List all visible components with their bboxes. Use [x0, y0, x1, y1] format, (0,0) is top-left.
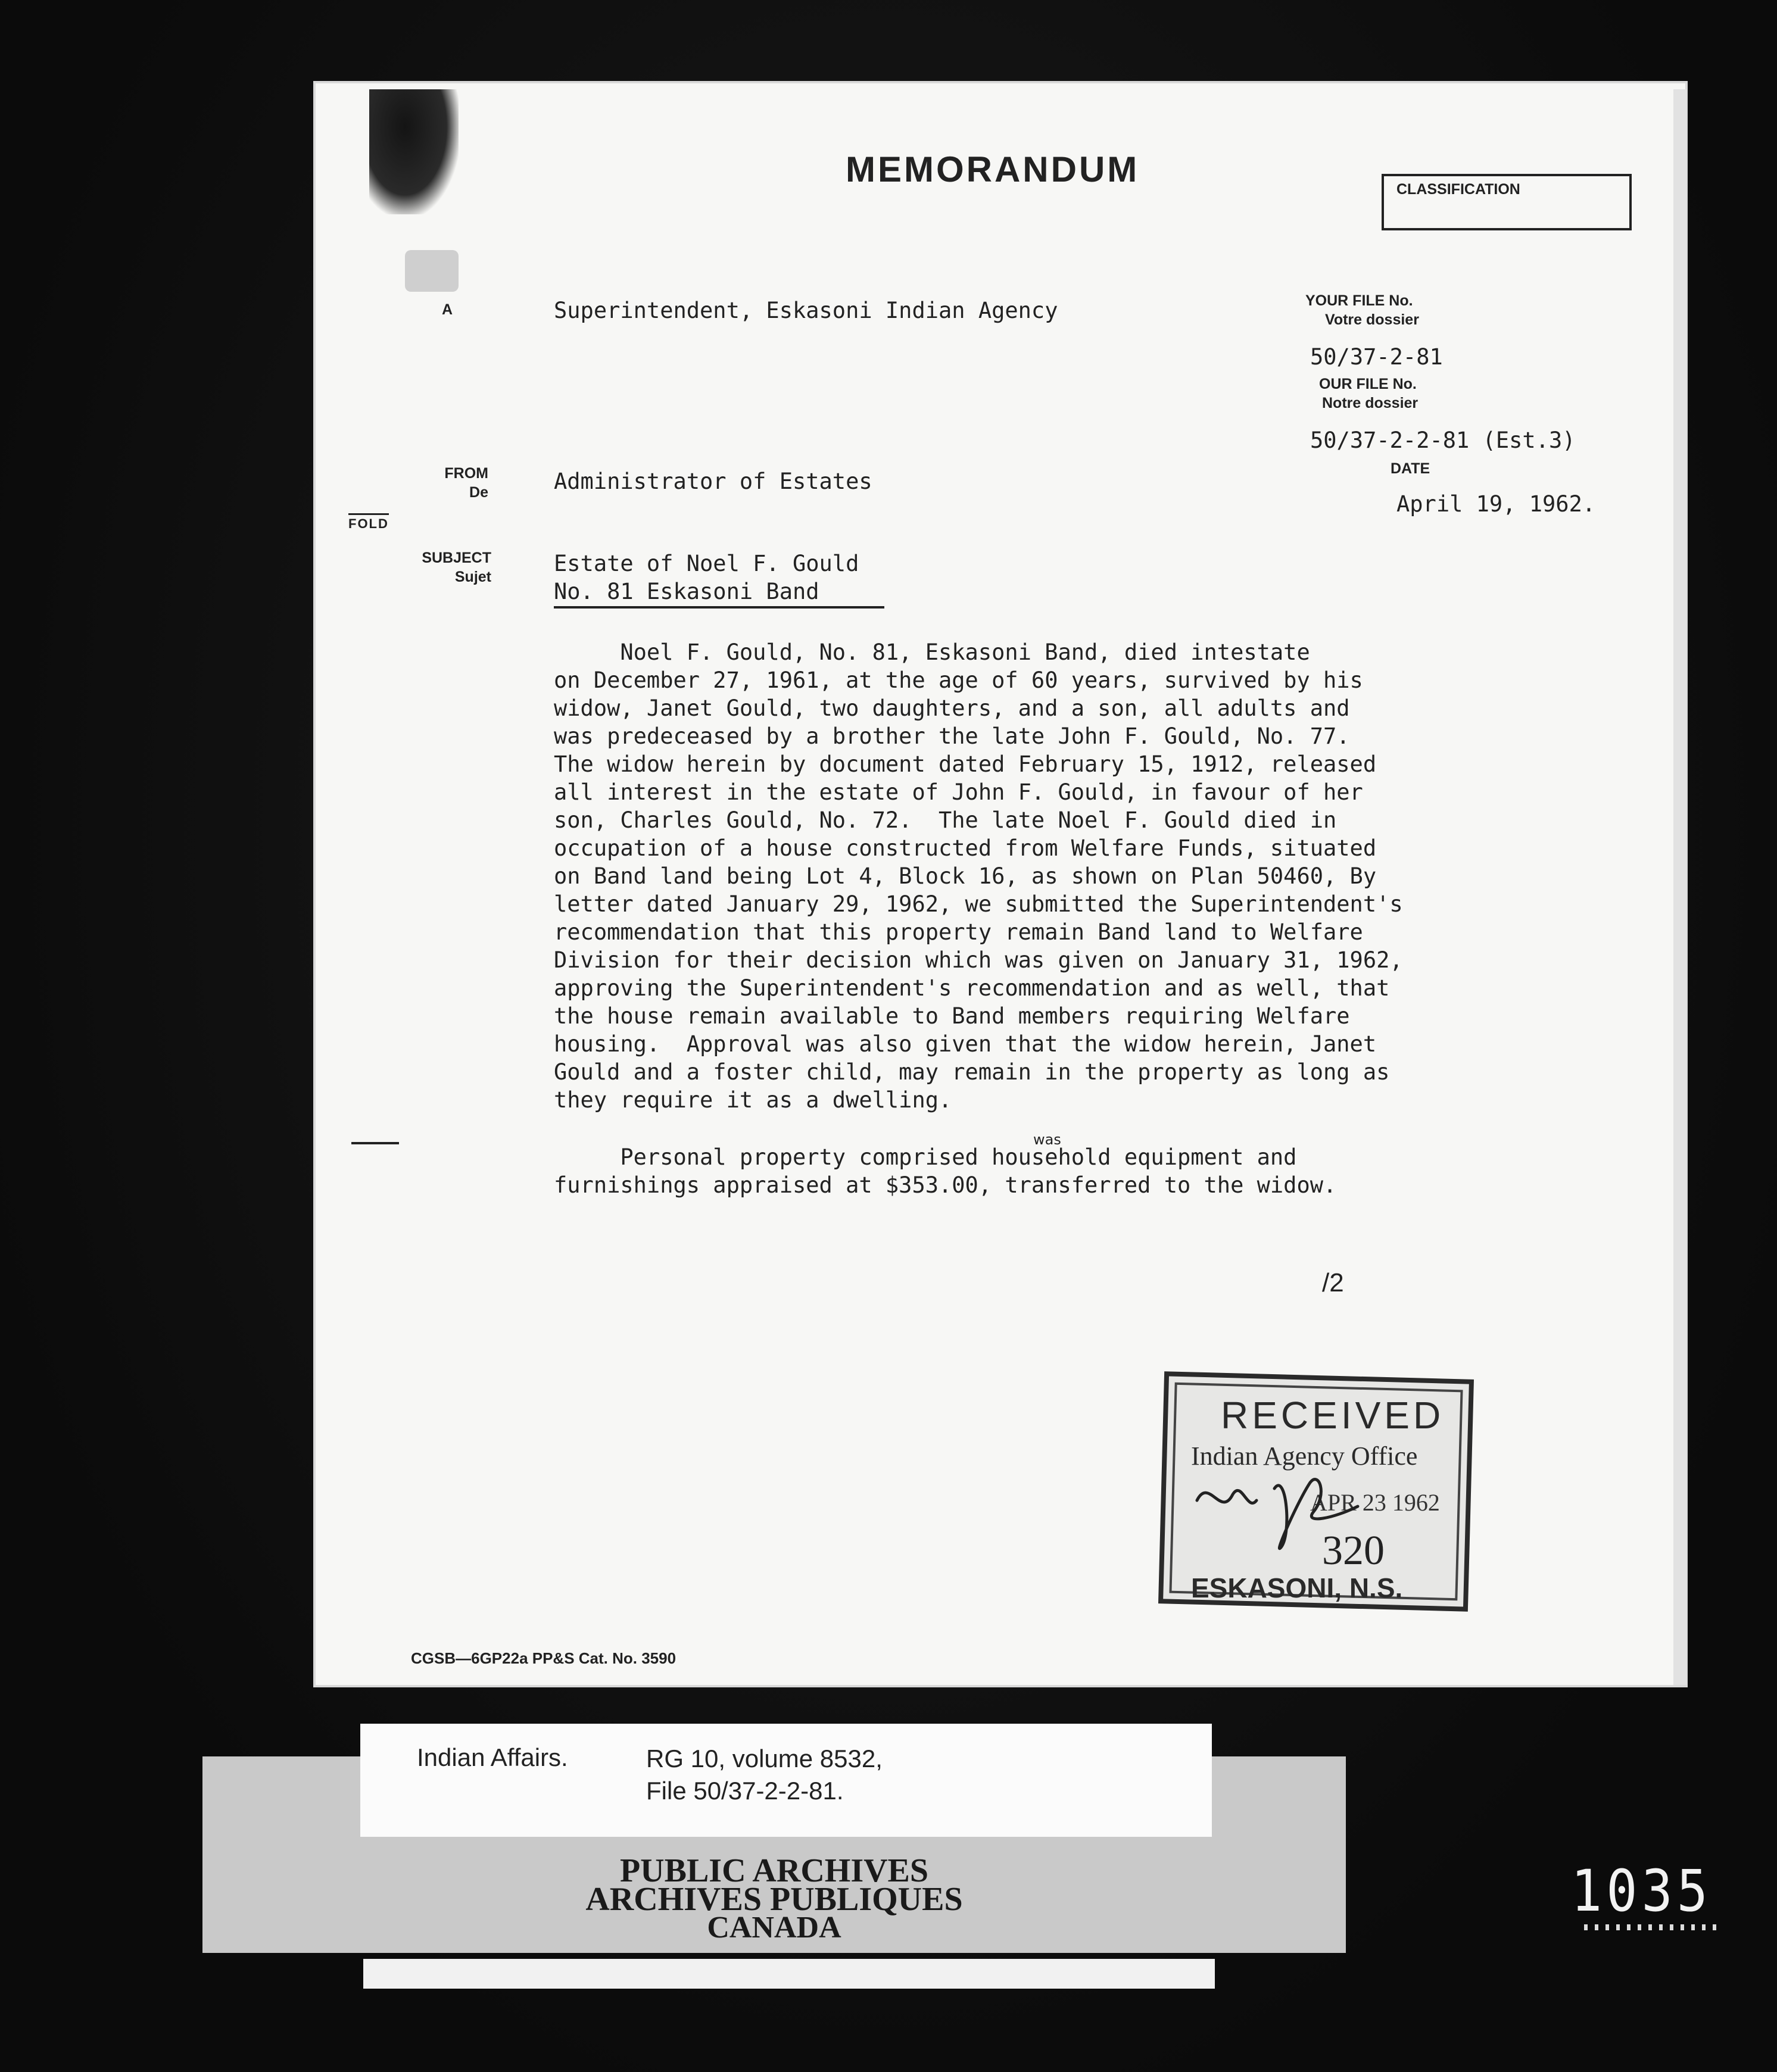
form-number: CGSB—6GP22a PP&S Cat. No. 3590	[411, 1649, 676, 1667]
subject-label-fr: Sujet	[454, 569, 491, 585]
body-paragraph-2: Personal property comprised household equipment and furnishings appraised at $353.00, transferred to the widow.	[554, 1144, 1337, 1198]
sender: Administrator of Estates	[554, 469, 872, 494]
addressee: Superintendent, Eskasoni Indian Agency	[554, 298, 1058, 323]
to-label: A	[441, 301, 453, 318]
fold-mark: FOLD	[348, 513, 389, 532]
date-label: DATE	[1391, 460, 1430, 477]
handwritten-insertion: was	[1033, 1131, 1061, 1148]
archive-reference-2: File 50/37-2-2-81.	[646, 1777, 844, 1805]
memo-title: MEMORANDUM	[846, 149, 1140, 189]
subject-underline	[554, 606, 884, 609]
archive-reference-1: RG 10, volume 8532,	[646, 1745, 883, 1773]
archive-label-strip	[363, 1959, 1215, 1989]
stamp-number: 320	[1322, 1528, 1385, 1574]
sheet-edge	[1673, 89, 1686, 1685]
memo-date: April 19, 1962.	[1396, 491, 1596, 517]
archive-source: Indian Affairs.	[417, 1743, 568, 1771]
torn-corner-patch	[405, 250, 459, 292]
from-label: FROM	[444, 465, 488, 482]
classification-label: CLASSIFICATION	[1396, 181, 1520, 198]
torn-corner	[369, 89, 459, 214]
archive-name-en: PUBLIC ARCHIVES	[619, 1852, 929, 1889]
archive-name-fr: ARCHIVES PUBLIQUES	[585, 1881, 963, 1918]
stamp-place: ESKASONI, N.S.	[1191, 1572, 1403, 1603]
from-label-fr: De	[469, 484, 488, 501]
handwritten-signature	[1191, 1465, 1370, 1560]
frame-number: 1035	[1571, 1858, 1713, 1924]
our-file-label: OUR FILE No.	[1319, 376, 1417, 392]
page-continuation: /2	[1322, 1268, 1344, 1297]
stamp-office-text: Indian Agency Office	[1191, 1441, 1418, 1471]
subject-label: SUBJECT	[422, 550, 491, 566]
your-file-label-fr: Votre dossier	[1325, 311, 1419, 328]
body-paragraph-1: Noel F. Gould, No. 81, Eskasoni Band, died intestate on December 27, 1961, at the age of 60 years, survived by his widow, Janet Gould, two daughters, and a son, all adults and was predeceased by a brother the late John F. Gould, No. 77. The widow herein by document dated February 15, 1912, released all interest in the estate of John F. Gould, in favour of her son, Charles Gould, No. 72. The late Noel F. Gould died in occupation of a house constructed from Welfare Funds, situated on Band land being Lot 4, Block 16, as shown on Plan 50460, By letter dated January 29, 1962, we submitted the Superintendent's recommendation that this property remain Band land to Welfare Division for their decision which was given on January 31, 1962, approving the Superintendent's recommendation and as well, that the house remain available to Band members requiring Welfare housing. Approval was also given that the widow herein, Janet Gould and a foster child, may remain in the property as long as they require it as a dwelling.	[554, 639, 1403, 1113]
your-file-number: 50/37-2-81	[1310, 344, 1443, 370]
stamp-received-text: RECEIVED	[1221, 1394, 1445, 1437]
subject-line-1: Estate of Noel F. Gould	[554, 551, 859, 576]
frame-ticks	[1584, 1924, 1721, 1930]
archive-country: CANADA	[707, 1911, 841, 1945]
your-file-label: YOUR FILE No.	[1305, 292, 1413, 309]
our-file-number: 50/37-2-2-81 (Est.3)	[1310, 427, 1576, 453]
stamp-date: APR 23 1962	[1310, 1489, 1440, 1516]
subject-line-2: No. 81 Eskasoni Band	[554, 579, 819, 604]
margin-dash	[351, 1142, 399, 1144]
our-file-label-fr: Notre dossier	[1322, 395, 1419, 411]
